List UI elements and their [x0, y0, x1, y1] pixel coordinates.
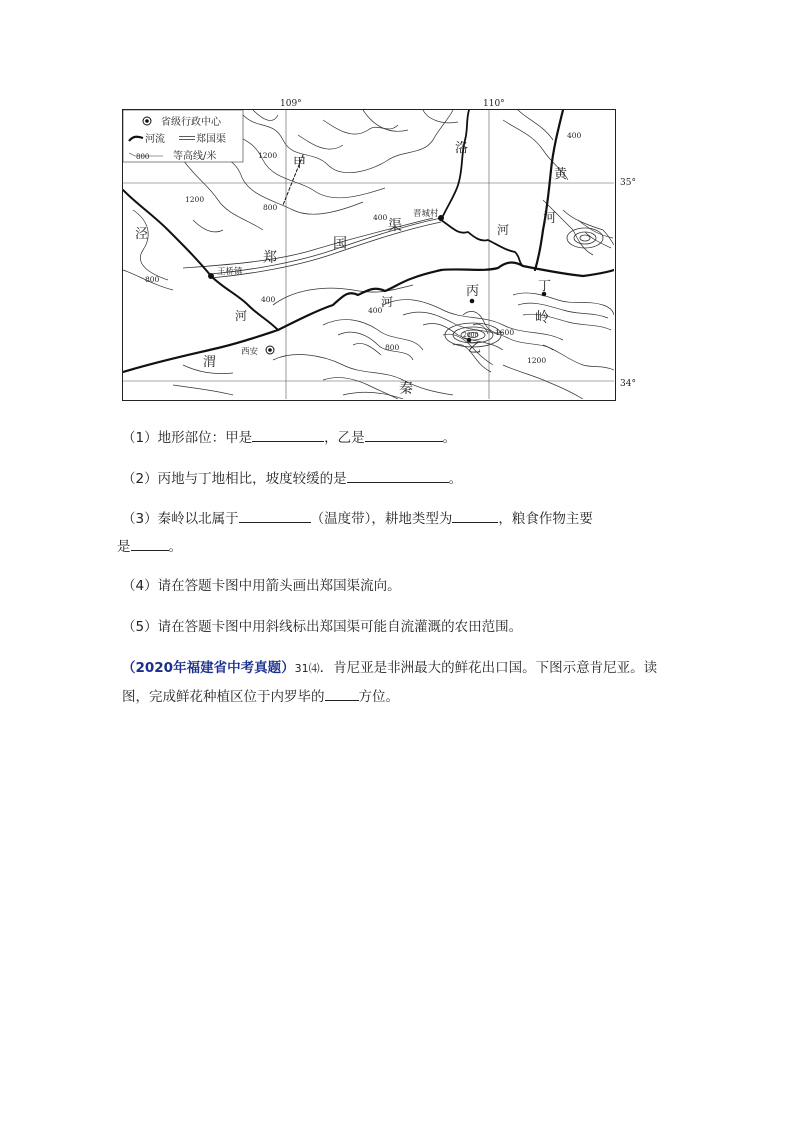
river-jing: 泾 — [135, 227, 149, 242]
question-6-text: ．肯尼亚是非洲最大的鲜花出口国。下图示意肯尼亚。读 — [319, 660, 658, 676]
answer-blank-jia[interactable] — [252, 427, 324, 442]
contour-label-1200b: 1200 — [185, 195, 205, 204]
question-3-text-e: 。 — [168, 539, 182, 555]
question-1 — [122, 427, 456, 448]
contour-label-800b: 800 — [145, 275, 160, 284]
river-luo: 洛 — [455, 141, 469, 156]
question-5: （5）请在答题卡图中用斜线标出郑国渠可能自流灌溉的农田范围。 — [122, 619, 523, 635]
longitude-label-109: 109° — [280, 99, 302, 109]
question-4: （4）请在答题卡图中用箭头画出郑国渠流向。 — [122, 578, 401, 594]
place-xian: 西安 — [241, 347, 259, 357]
label-qu: 渠 — [388, 218, 402, 234]
contour-label-400a: 400 — [373, 213, 388, 222]
latitude-label-34: 34° — [620, 379, 636, 389]
contour-label-1200a: 1200 — [258, 151, 278, 160]
place-yi: 乙 — [468, 341, 482, 356]
place-ding: 丁 — [538, 279, 552, 294]
river-he-wei: 河 — [381, 295, 394, 309]
question-6 — [122, 658, 657, 679]
label-guo: 国 — [333, 236, 347, 252]
contour-label-400c: 400 — [368, 306, 383, 315]
contour-label-800c: 800 — [385, 343, 400, 352]
place-bing: 丙 — [466, 284, 480, 299]
river-he-jing: 河 — [235, 309, 248, 323]
place-jincheng: 晋城村 — [413, 209, 439, 219]
answer-blank-gentler-slope[interactable] — [347, 468, 449, 483]
question-source: （2020年福建省中考真题） — [122, 660, 295, 676]
river-huang: 黄 — [554, 167, 568, 182]
answer-blank-crop[interactable] — [131, 536, 169, 551]
river-wei: 渭 — [203, 355, 217, 370]
place-wangqiao: 王桥镇 — [217, 267, 243, 277]
answer-blank-direction[interactable] — [325, 686, 359, 701]
contour-label-1200c: 1200 — [527, 356, 547, 365]
question-6-text-line2a: 图，完成鲜花种植区位于内罗毕的 — [122, 689, 325, 705]
answer-blank-yi[interactable] — [365, 427, 443, 442]
contour-label-1600: 1600 — [495, 328, 515, 337]
legend-canal-text: 郑国渠 — [196, 134, 226, 145]
label-zheng: 郑 — [263, 250, 277, 266]
question-3-text-b: （温度带），耕地类型为 — [310, 511, 453, 527]
label-ling: 岭 — [535, 310, 549, 326]
question-1-text-a: （1）地形部位：甲是 — [122, 430, 253, 446]
question-2 — [122, 468, 462, 489]
answer-blank-temperature-zone[interactable] — [239, 508, 311, 523]
contour-label-800a: 800 — [263, 203, 278, 212]
legend-contour-text: 等高线/米 — [173, 151, 217, 162]
question-6-text-line2b: 方位。 — [358, 689, 399, 705]
answer-blank-farmland-type[interactable] — [452, 508, 498, 523]
topographic-map — [122, 109, 616, 401]
question-1-text-b: ，乙是 — [324, 430, 365, 446]
question-2-text-b: 。 — [448, 471, 463, 487]
question-1-text-c: 。 — [442, 430, 457, 446]
legend-river-text: 河流 — [145, 134, 165, 145]
river-he-huang: 河 — [543, 211, 557, 226]
contour-label-400d: 400 — [567, 131, 582, 140]
legend-capital-text: 省级行政中心 — [161, 117, 221, 128]
latitude-label-35: 35° — [620, 178, 636, 188]
question-number: 31⑷ — [294, 662, 320, 675]
question-3 — [122, 508, 593, 529]
question-3-text-a: （3）秦岭以北属于 — [122, 511, 239, 527]
zhengguo-canal — [211, 218, 441, 278]
map-drawing — [123, 110, 614, 399]
contour-label-2000: 2000 — [463, 332, 479, 339]
question-2-text-a: （2）丙地与丁地相比，坡度较缓的是 — [122, 471, 347, 487]
river-he-luo: 河 — [497, 223, 510, 237]
question-6-line-2 — [122, 686, 399, 707]
question-3-text-c: ，粮食作物主要 — [498, 511, 593, 527]
legend-contour-sample: 800 — [136, 153, 150, 161]
place-jia: 甲 — [293, 156, 307, 171]
label-qin: 秦 — [399, 381, 413, 397]
question-3-line-2 — [117, 536, 182, 557]
question-3-text-d: 是 — [117, 539, 131, 555]
contour-label-400b: 400 — [261, 295, 276, 304]
longitude-label-110: 110° — [483, 99, 505, 109]
